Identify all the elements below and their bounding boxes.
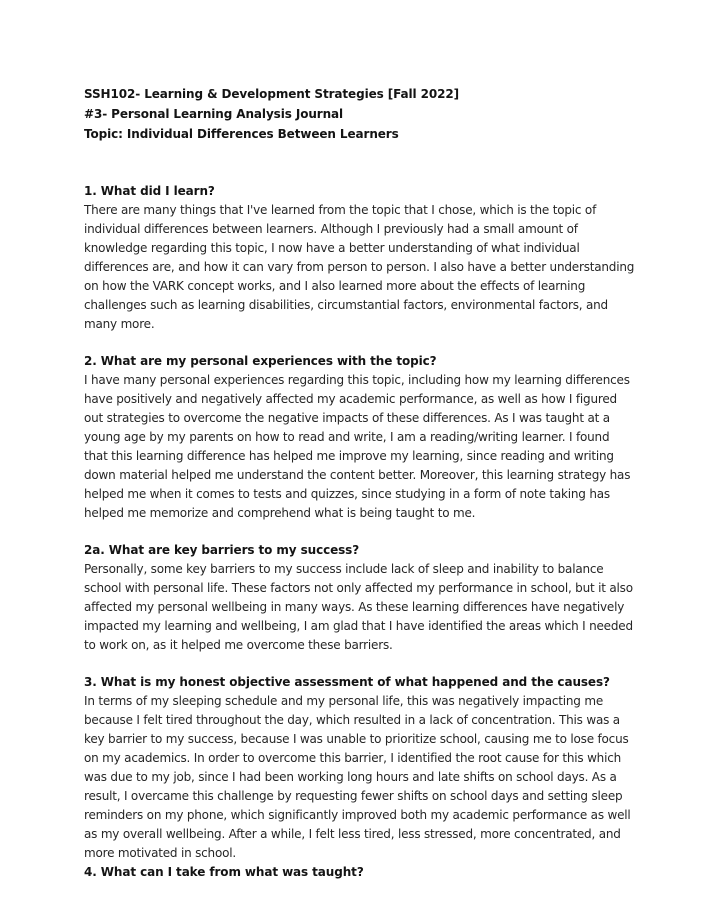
- document-header: [84, 84, 636, 144]
- section-question: 1. What did I learn?: [84, 184, 215, 198]
- section-question: 2a. What are key barriers to my success?: [84, 543, 360, 557]
- section-what-did-i-learn: [84, 182, 636, 334]
- topic-title: Topic: Individual Differences Between Learners: [84, 127, 399, 141]
- course-title: SSH102- Learning & Development Strategies [Fall 2022]: [84, 87, 460, 101]
- section-answer: There are many things that I've learned from the topic that I chose, which is the topic of individual differences between learners. Although I previously had a small amount of knowledge regarding this topic, I now have a better understanding of what individual differences are, and how it can vary from person to person. I also have a better understanding on how the VARK concept works, and I also learned more about the effects of learning challenges such as learning disabilities, circumstantial factors, environmental factors, and many more.: [84, 203, 635, 331]
- section-question: 3. What is my honest objective assessment of what happened and the causes?: [84, 675, 610, 689]
- section-personal-experiences: [84, 352, 636, 523]
- journal-sections: [84, 182, 636, 882]
- journal-title: #3- Personal Learning Analysis Journal: [84, 107, 344, 121]
- section-question: 2. What are my personal experiences with the topic?: [84, 354, 437, 368]
- journal-page: [84, 84, 636, 882]
- section-objective-assessment: [84, 673, 636, 863]
- section-question: 4. What can I take from what was taught?: [84, 865, 364, 879]
- section-answer: I have many personal experiences regarding this topic, including how my learning differences have positively and negatively affected my academic performance, as well as how I figured out strategies to overcome the negative impacts of these differences. As I was taught at a young age by my parents on how to read and write, I am a reading/writing learner. I found that this learning difference has helped me improve my learning, since reading and writing down material helped me understand the content better. Moreover, this learning strategy has helped me when it comes to tests and quizzes, since studying in a form of note taking has helped me memorize and comprehend what is being taught to me.: [84, 373, 631, 520]
- section-answer: In terms of my sleeping schedule and my personal life, this was negatively impacting me because I felt tired throughout the day, which resulted in a lack of concentration. This was a key barrier to my success, because I was unable to prioritize school, causing me to lose focus on my academics. In order to overcome this barrier, I identified the root cause for this which was due to my job, since I had been working long hours and late shifts on school days. As a result, I overcame this challenge by requesting fewer shifts on school days and setting sleep reminders on my phone, which significantly improved both my academic performance as well as my overall wellbeing. After a while, I felt less tired, less stressed, more concentrated, and more motivated in school.: [84, 694, 631, 860]
- section-what-can-i-take: [84, 863, 636, 882]
- section-key-barriers: [84, 541, 636, 655]
- section-answer: Personally, some key barriers to my success include lack of sleep and inability to balance school with personal life. These factors not only affected my performance in school, but it also affected my personal wellbeing in many ways. As these learning differences have negatively impacted my learning and wellbeing, I am glad that I have identified the areas which I needed to work on, as it helped me overcome these barriers.: [84, 562, 633, 652]
